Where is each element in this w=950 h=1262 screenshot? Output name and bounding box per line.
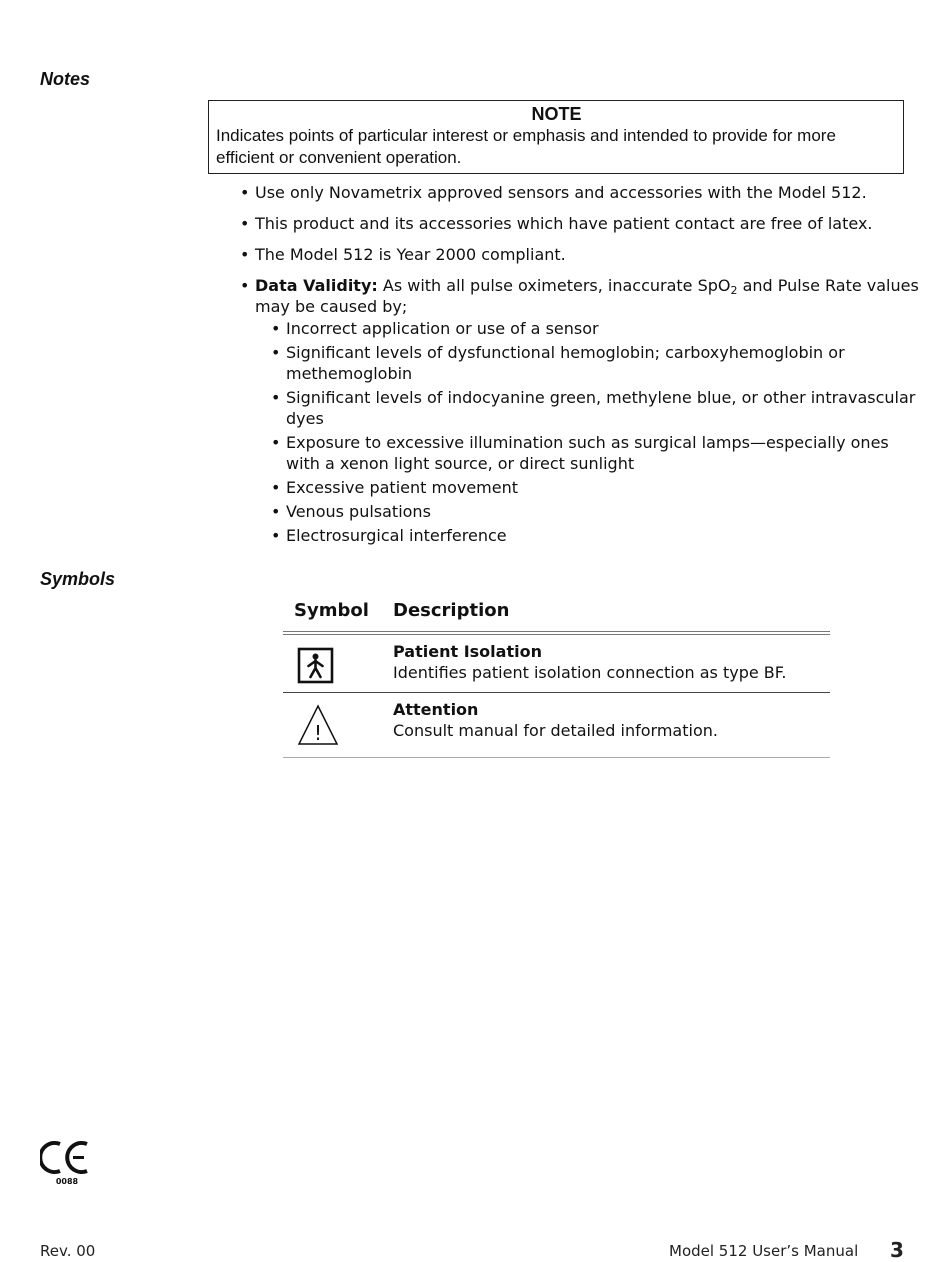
list-item: • This product and its accessories which have patient contact are free of latex. [240, 213, 920, 234]
list-item: • Exposure to excessive illumination such as surgical lamps—especially ones with a xenon light source, or direct sunlight [271, 432, 920, 474]
spo2-subscript: 2 [730, 284, 738, 297]
data-validity-text-before: As with all pulse oximeters, inaccurate SpO [377, 276, 731, 295]
symbol-description: Consult manual for detailed information. [393, 721, 718, 740]
note-box [208, 100, 904, 174]
type-bf-patient-icon [297, 647, 335, 685]
symbol-text [393, 699, 718, 741]
list-item: • Significant levels of dysfunctional hemoglobin; carboxyhemoglobin or methemoglobin [271, 342, 920, 384]
list-item: • Electrosurgical interference [271, 525, 920, 546]
ce-mark-icon [40, 1138, 90, 1188]
list-item: • Significant levels of indocyanine green, methylene blue, or other intravascular dyes [271, 387, 920, 429]
footer-manual-title: Model 512 User’s Manual [669, 1242, 859, 1260]
note-text: Indicates points of particular interest or emphasis and intended to provide for more efficient or convenient operation. [216, 126, 836, 167]
note-title: NOTE [531, 104, 582, 124]
data-validity-label: Data Validity: [255, 276, 378, 295]
table-row [283, 693, 830, 758]
notes-heading: Notes [40, 69, 91, 89]
ce-number: 0088 [55, 1177, 79, 1186]
table-header [283, 598, 830, 631]
data-validity-item [240, 275, 920, 546]
causes-list [271, 318, 920, 546]
svg-text:!: ! [313, 721, 323, 745]
header-description: Description [393, 600, 510, 621]
list-item: • The Model 512 is Year 2000 compliant. [240, 244, 920, 265]
header-symbol: Symbol [294, 600, 369, 621]
symbol-name: Attention [393, 700, 479, 719]
list-item: • Venous pulsations [271, 501, 920, 522]
symbol-name: Patient Isolation [393, 642, 542, 661]
symbol-description: Identifies patient isolation connection as type BF. [393, 663, 787, 682]
data-validity-text-after: and Pulse Rate values may be caused by; [255, 276, 919, 316]
list-item: • Excessive patient movement [271, 477, 920, 498]
attention-triangle-icon [297, 704, 339, 746]
list-item: • Incorrect application or use of a sensor [271, 318, 920, 339]
list-item: • Use only Novametrix approved sensors and accessories with the Model 512. [240, 182, 920, 203]
footer-revision: Rev. 00 [40, 1242, 96, 1260]
symbols-table [283, 598, 830, 758]
table-row [283, 635, 830, 693]
symbols-heading: Symbols [40, 569, 116, 589]
notes-bullet-list [240, 182, 920, 549]
symbol-text [393, 641, 787, 683]
page-number: 3 [890, 1238, 904, 1262]
